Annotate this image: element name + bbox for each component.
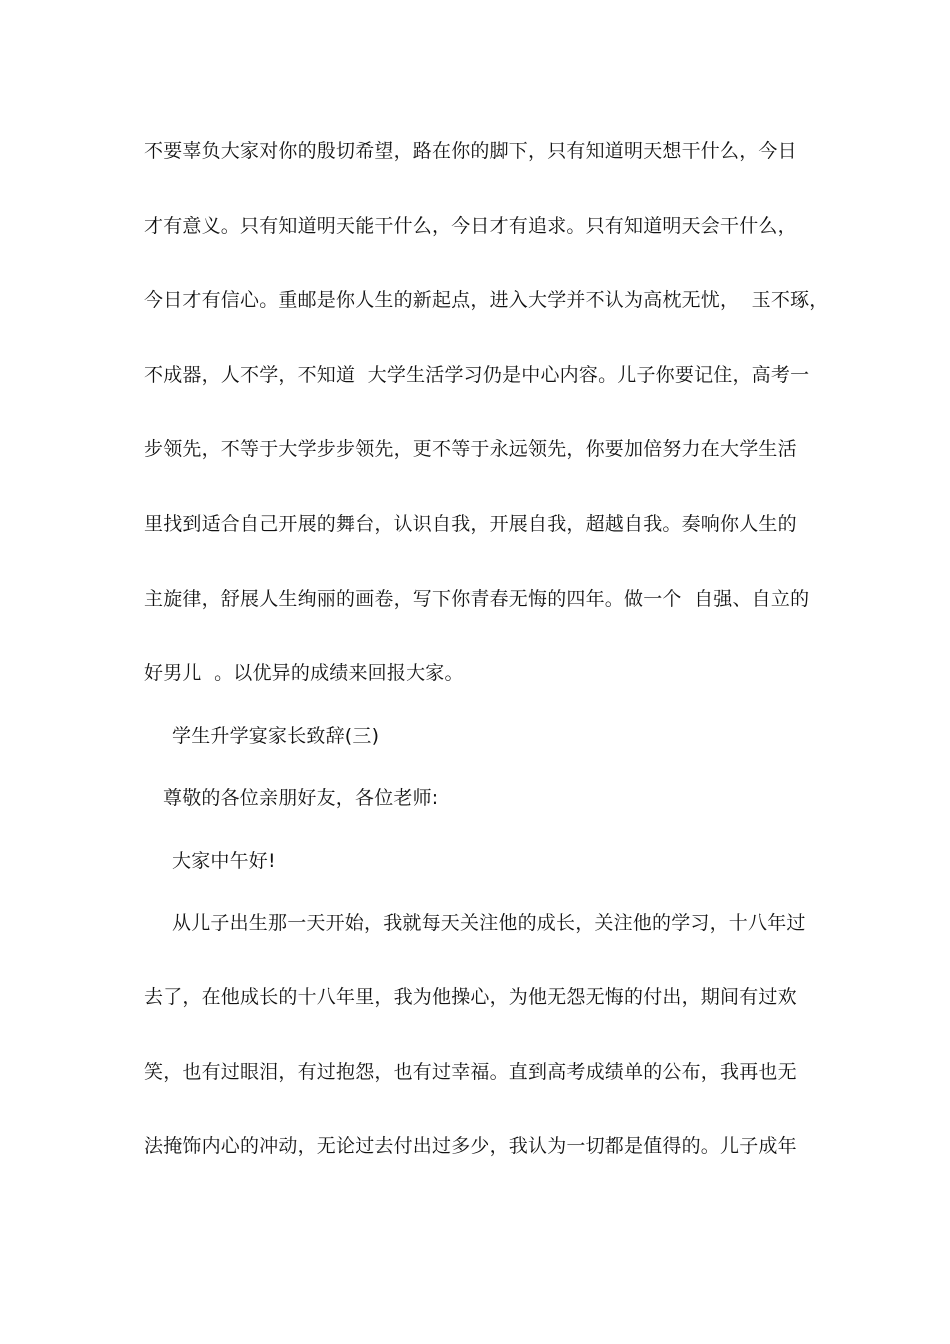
body-text-line: 从儿子出生那一天开始，我就每天关注他的成长，关注他的学习，十八年过 [172,912,806,934]
salutation: 尊敬的各位亲朋好友，各位老师: [163,787,439,809]
section-title: 学生升学宴家长致辞(三) [172,725,380,747]
body-text-line: 好男儿 。以优异的成绩来回报大家。 [144,662,464,684]
body-text-line: 才有意义。只有知道明天能干什么，今日才有追求。只有知道明天会干什么， [144,215,797,237]
body-text-line: 步领先，不等于大学步步领先，更不等于永远领先，你要加倍努力在大学生活 [144,438,797,460]
body-text-line: 不要辜负大家对你的殷切希望，路在你的脚下，只有知道明天想干什么，今日 [144,140,797,162]
body-text-line: 主旋律，舒展人生绚丽的画卷，写下你青春无悔的四年。做一个 自强、自立的 [144,588,810,610]
body-text-line: 不成器，人不学，不知道 大学生活学习仍是中心内容。儿子你要记住，高考一 [144,364,810,386]
body-text-line: 笑，也有过眼泪，有过抱怨，也有过幸福。直到高考成绩单的公布，我再也无 [144,1061,797,1083]
body-text-line: 法掩饰内心的冲动，无论过去付出过多少，我认为一切都是值得的。儿子成年 [144,1135,797,1157]
body-text-line: 今日才有信心。重邮是你人生的新起点，进入大学并不认为高枕无忧， 玉不琢， [144,289,829,311]
body-text-line: 去了，在他成长的十八年里，我为他操心，为他无怨无悔的付出，期间有过欢 [144,986,797,1008]
body-text-line: 里找到适合自己开展的舞台，认识自我，开展自我，超越自我。奏响你人生的 [144,513,797,535]
greeting: 大家中午好! [172,850,276,872]
